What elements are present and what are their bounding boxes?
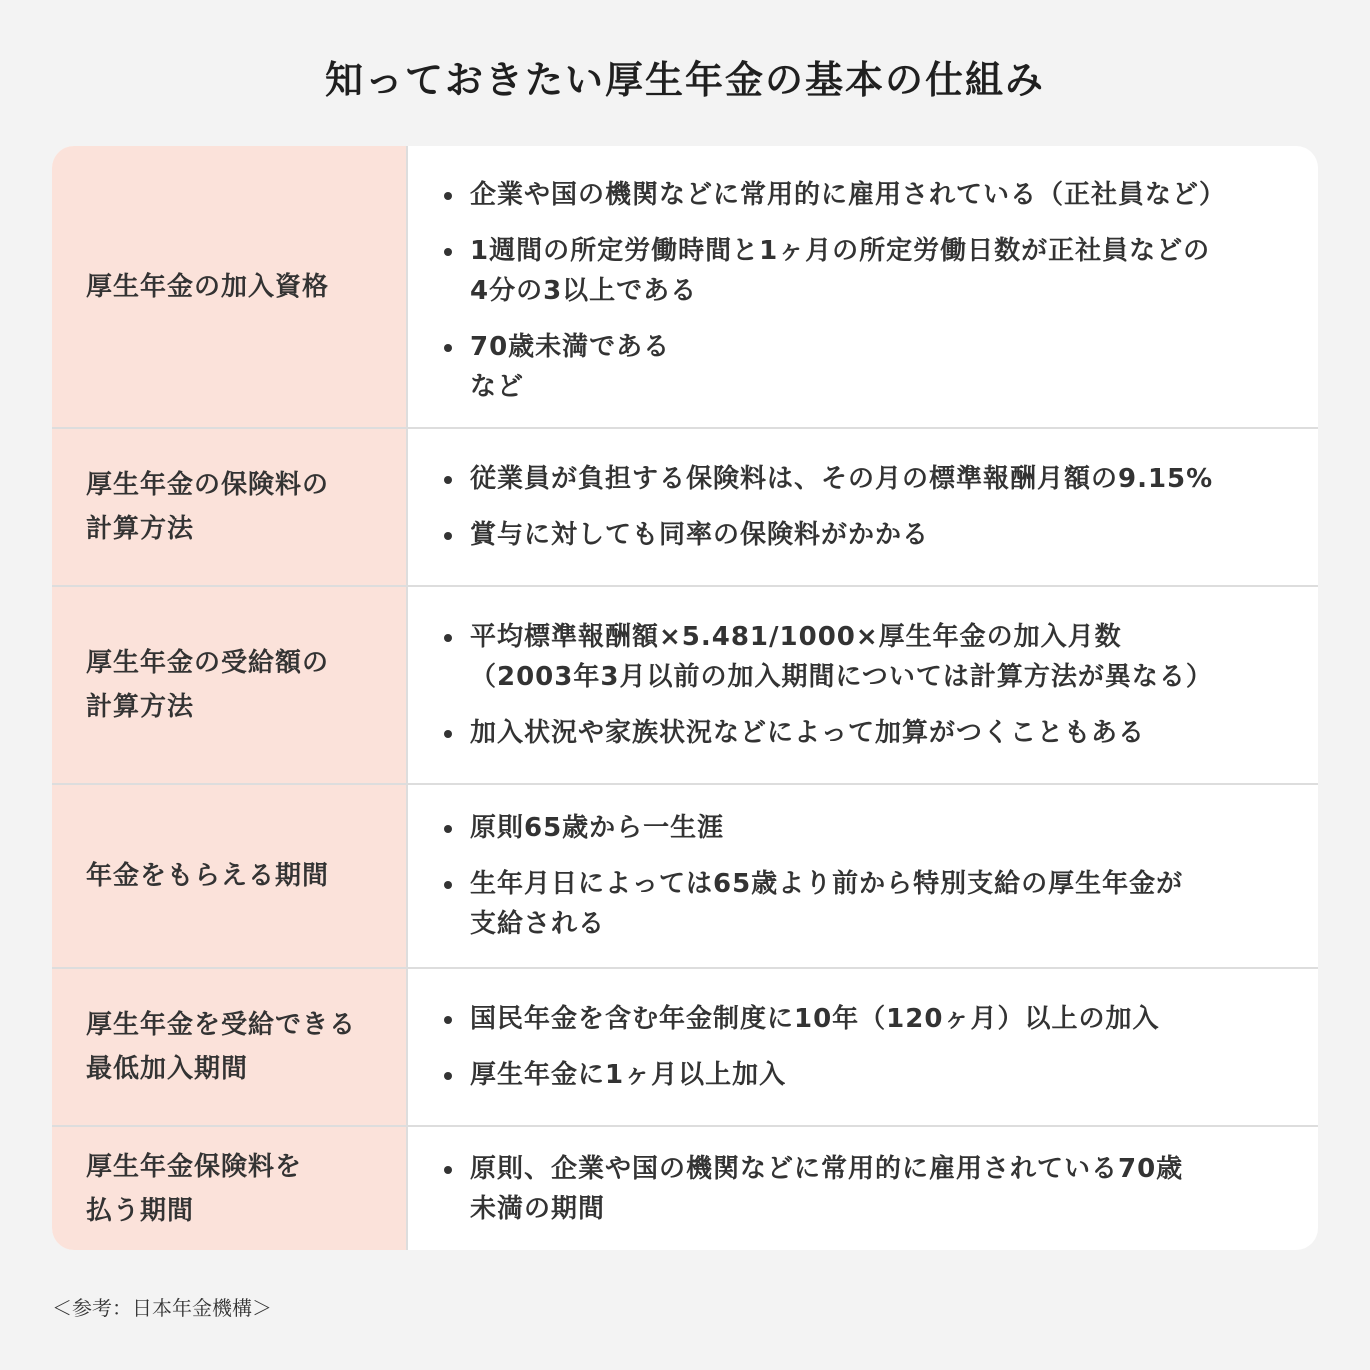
list-item [444,808,1318,848]
table-row [52,146,1318,427]
row-label: 厚生年金の受給額の 計算方法 [86,648,330,722]
list-item-text: 原則、企業や国の機関などに常用的に雇用されている70歳 未満の期間 [470,1153,1184,1224]
row-label-cell [52,429,408,585]
bullet-icon [444,825,452,833]
bullet-icon [444,532,452,540]
row-label-cell [52,785,408,967]
row-content-cell [408,969,1318,1125]
bullet-icon [444,881,452,889]
list-item-text: 企業や国の機関などに常用的に雇用されている（正社員など） [470,179,1227,210]
list-item [444,327,1318,367]
list-item-text: 原則65歳から一生涯 [470,813,725,843]
list-item [444,1149,1318,1229]
list-item-text: 生年月日によっては65歳より前から特別支給の厚生年金が 支給される [470,869,1184,939]
page-title: 知っておきたい厚生年金の基本の仕組み [324,58,1045,102]
list-item-text: 1週間の所定労働時間と1ヶ月の所定労働日数が正社員などの 4分の3以上である [470,235,1211,306]
bullet-icon [444,730,452,738]
row-content-cell [408,785,1318,967]
list-item-text: 加入状況や家族状況などによって加算がつくこともある [470,718,1146,748]
row-label: 年金をもらえる期間 [86,861,330,891]
list-item [444,459,1318,499]
list-item-text: 70歳未満である [470,331,671,362]
bullet-icon [444,248,452,256]
list-item [444,713,1318,753]
row-label: 厚生年金の保険料の 計算方法 [86,470,330,544]
bullet-icon [444,1016,452,1024]
table-row [52,967,1318,1125]
row-content-cell [408,429,1318,585]
bullet-icon [444,1072,452,1080]
bullet-icon [444,634,452,642]
row-content-cell [408,587,1318,783]
row-label-cell [52,1127,408,1250]
row-label-cell [52,146,408,427]
bullet-icon [444,192,452,200]
row-content-cell [408,1127,1318,1250]
bullet-icon [444,344,452,352]
row-label: 厚生年金保険料を 払う期間 [86,1151,303,1226]
list-item [444,617,1318,697]
list-item-text: 従業員が負担する保険料は、その月の標準報酬月額の9.15% [470,464,1214,494]
list-item-text: 平均標準報酬額×5.481/1000×厚生年金の加入月数 （2003年3月以前の加入期間については計算方法が異なる） [470,622,1213,692]
list-item [444,515,1318,555]
list-item-text: 国民年金を含む年金制度に10年（120ヶ月）以上の加入 [470,1004,1160,1034]
table-row [52,1125,1318,1250]
row-label: 厚生年金を受給できる 最低加入期間 [86,1010,357,1084]
table-row [52,783,1318,967]
source-note: ＜参考：日本年金機構＞ [52,1296,272,1320]
note-text: など [470,371,525,402]
row-label-cell [52,587,408,783]
list-item-text: 厚生年金に1ヶ月以上加入 [470,1060,787,1090]
row-label: 厚生年金の加入資格 [86,271,330,302]
list-item [444,231,1318,311]
table-row [52,585,1318,783]
row-content-cell [408,146,1318,427]
bullet-icon [444,1166,452,1174]
list-item [444,175,1318,215]
table-row [52,427,1318,585]
list-item [444,864,1318,944]
list-item [444,1055,1318,1095]
list-item-text: 賞与に対しても同率の保険料がかかる [470,520,930,550]
list-item [444,999,1318,1039]
info-table [52,146,1318,1250]
row-label-cell [52,969,408,1125]
bullet-icon [444,476,452,484]
